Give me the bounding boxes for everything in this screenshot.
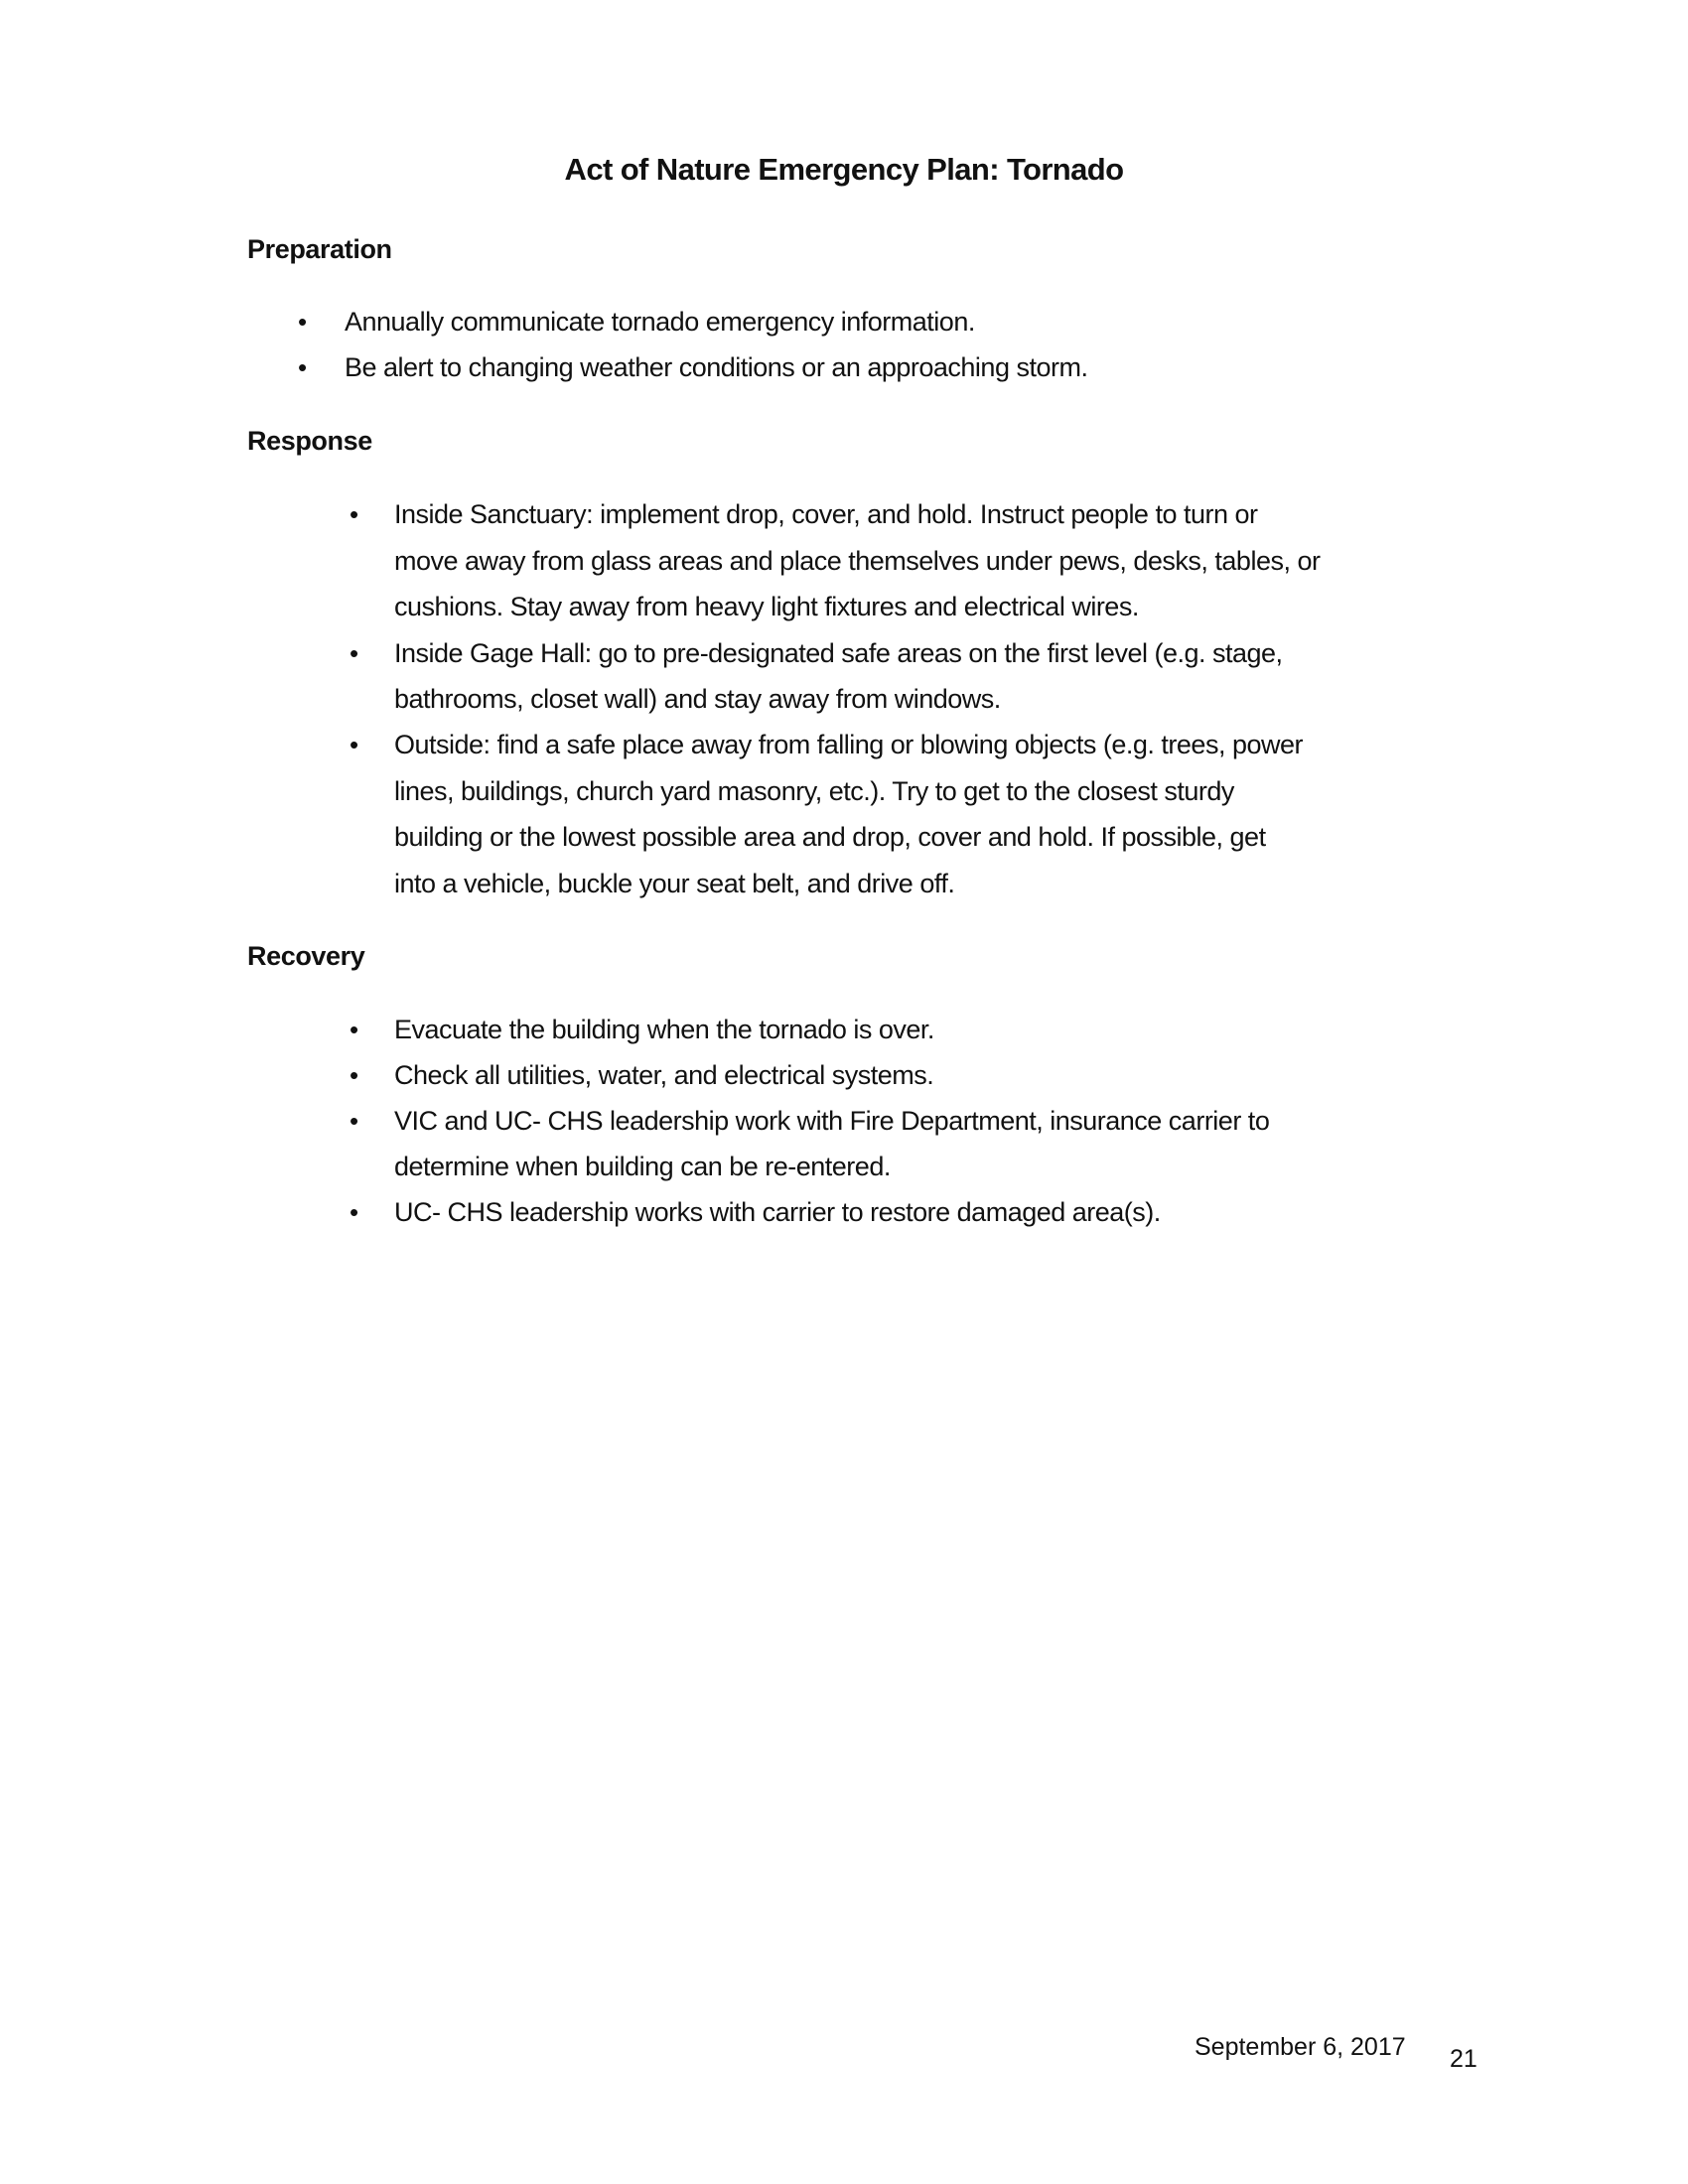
bullet-icon: • [350, 499, 359, 529]
list-item-line: Be alert to changing weather conditions or an approaching storm. [345, 352, 1088, 382]
list-item-line: VIC and UC- CHS leadership work with Fire Department, insurance carrier to [394, 1106, 1270, 1136]
list-item-line: lines, buildings, church yard masonry, etc.). Try to get to the closest sturdy [394, 776, 1234, 806]
list-item-line: determine when building can be re-entered. [394, 1152, 891, 1181]
list-item-line: move away from glass areas and place themselves under pews, desks, tables, or [394, 546, 1321, 576]
list-item-line: Annually communicate tornado emergency information. [345, 307, 975, 337]
page-number: 21 [1450, 2045, 1477, 2073]
page-title: Act of Nature Emergency Plan: Tornado [564, 152, 1124, 187]
bullet-icon: • [350, 1060, 359, 1090]
section-heading-response: Response [247, 426, 372, 456]
list-item-line: building or the lowest possible area and drop, cover and hold. If possible, get [394, 822, 1266, 852]
list-item-line: UC- CHS leadership works with carrier to restore damaged area(s). [394, 1197, 1161, 1227]
list-item-line: Outside: find a safe place away from falling or blowing objects (e.g. trees, power [394, 730, 1303, 759]
bullet-icon: • [350, 730, 359, 759]
section-heading-recovery: Recovery [247, 941, 365, 971]
footer-date: September 6, 2017 [1195, 2033, 1406, 2061]
bullet-icon: • [298, 307, 308, 337]
list-item-line: bathrooms, closet wall) and stay away from windows. [394, 684, 1001, 714]
list-item-line: into a vehicle, buckle your seat belt, and drive off. [394, 869, 955, 898]
list-item-line: Inside Sanctuary: implement drop, cover, and hold. Instruct people to turn or [394, 499, 1258, 529]
bullet-icon: • [350, 1197, 359, 1227]
list-item-line: Check all utilities, water, and electrical systems. [394, 1060, 934, 1090]
bullet-icon: • [350, 1015, 359, 1044]
bullet-icon: • [350, 1106, 359, 1136]
bullet-icon: • [298, 352, 308, 382]
list-item-line: Inside Gage Hall: go to pre-designated safe areas on the first level (e.g. stage, [394, 638, 1283, 668]
bullet-icon: • [350, 638, 359, 668]
list-item-line: Evacuate the building when the tornado is over. [394, 1015, 934, 1044]
list-item-line: cushions. Stay away from heavy light fixtures and electrical wires. [394, 592, 1139, 621]
section-heading-preparation: Preparation [247, 234, 392, 264]
